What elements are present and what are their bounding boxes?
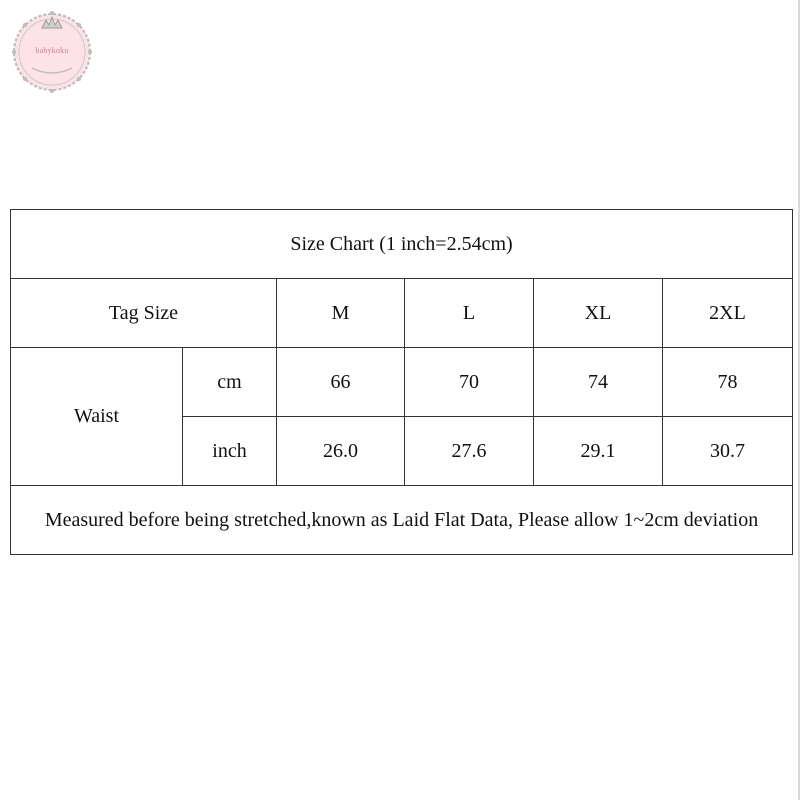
table-cell: 78	[663, 348, 793, 417]
table-title-row	[11, 210, 793, 279]
table-header-row	[11, 279, 793, 348]
table-cell: 70	[405, 348, 534, 417]
table-note-row	[11, 486, 793, 555]
size-header-2xl: 2XL	[663, 279, 793, 348]
size-header-xl: XL	[534, 279, 663, 348]
brand-logo	[8, 6, 96, 94]
size-header-l: L	[405, 279, 534, 348]
table-cell: 29.1	[534, 417, 663, 486]
measurement-note: Measured before being stretched,known as Laid Flat Data, Please allow 1~2cm deviation	[11, 486, 793, 555]
table-cell: 74	[534, 348, 663, 417]
table-title: Size Chart (1 inch=2.54cm)	[11, 210, 793, 279]
unit-label-inch: inch	[183, 417, 277, 486]
unit-label-cm: cm	[183, 348, 277, 417]
table-cell: 66	[277, 348, 405, 417]
size-header-m: M	[277, 279, 405, 348]
brand-logo-text: babykoko	[35, 46, 69, 55]
table-cell: 30.7	[663, 417, 793, 486]
size-chart-table	[10, 209, 793, 555]
table-cell: 26.0	[277, 417, 405, 486]
measure-label-waist: Waist	[11, 348, 183, 486]
table-cell: 27.6	[405, 417, 534, 486]
tag-size-label: Tag Size	[11, 279, 277, 348]
table-row	[11, 348, 793, 417]
